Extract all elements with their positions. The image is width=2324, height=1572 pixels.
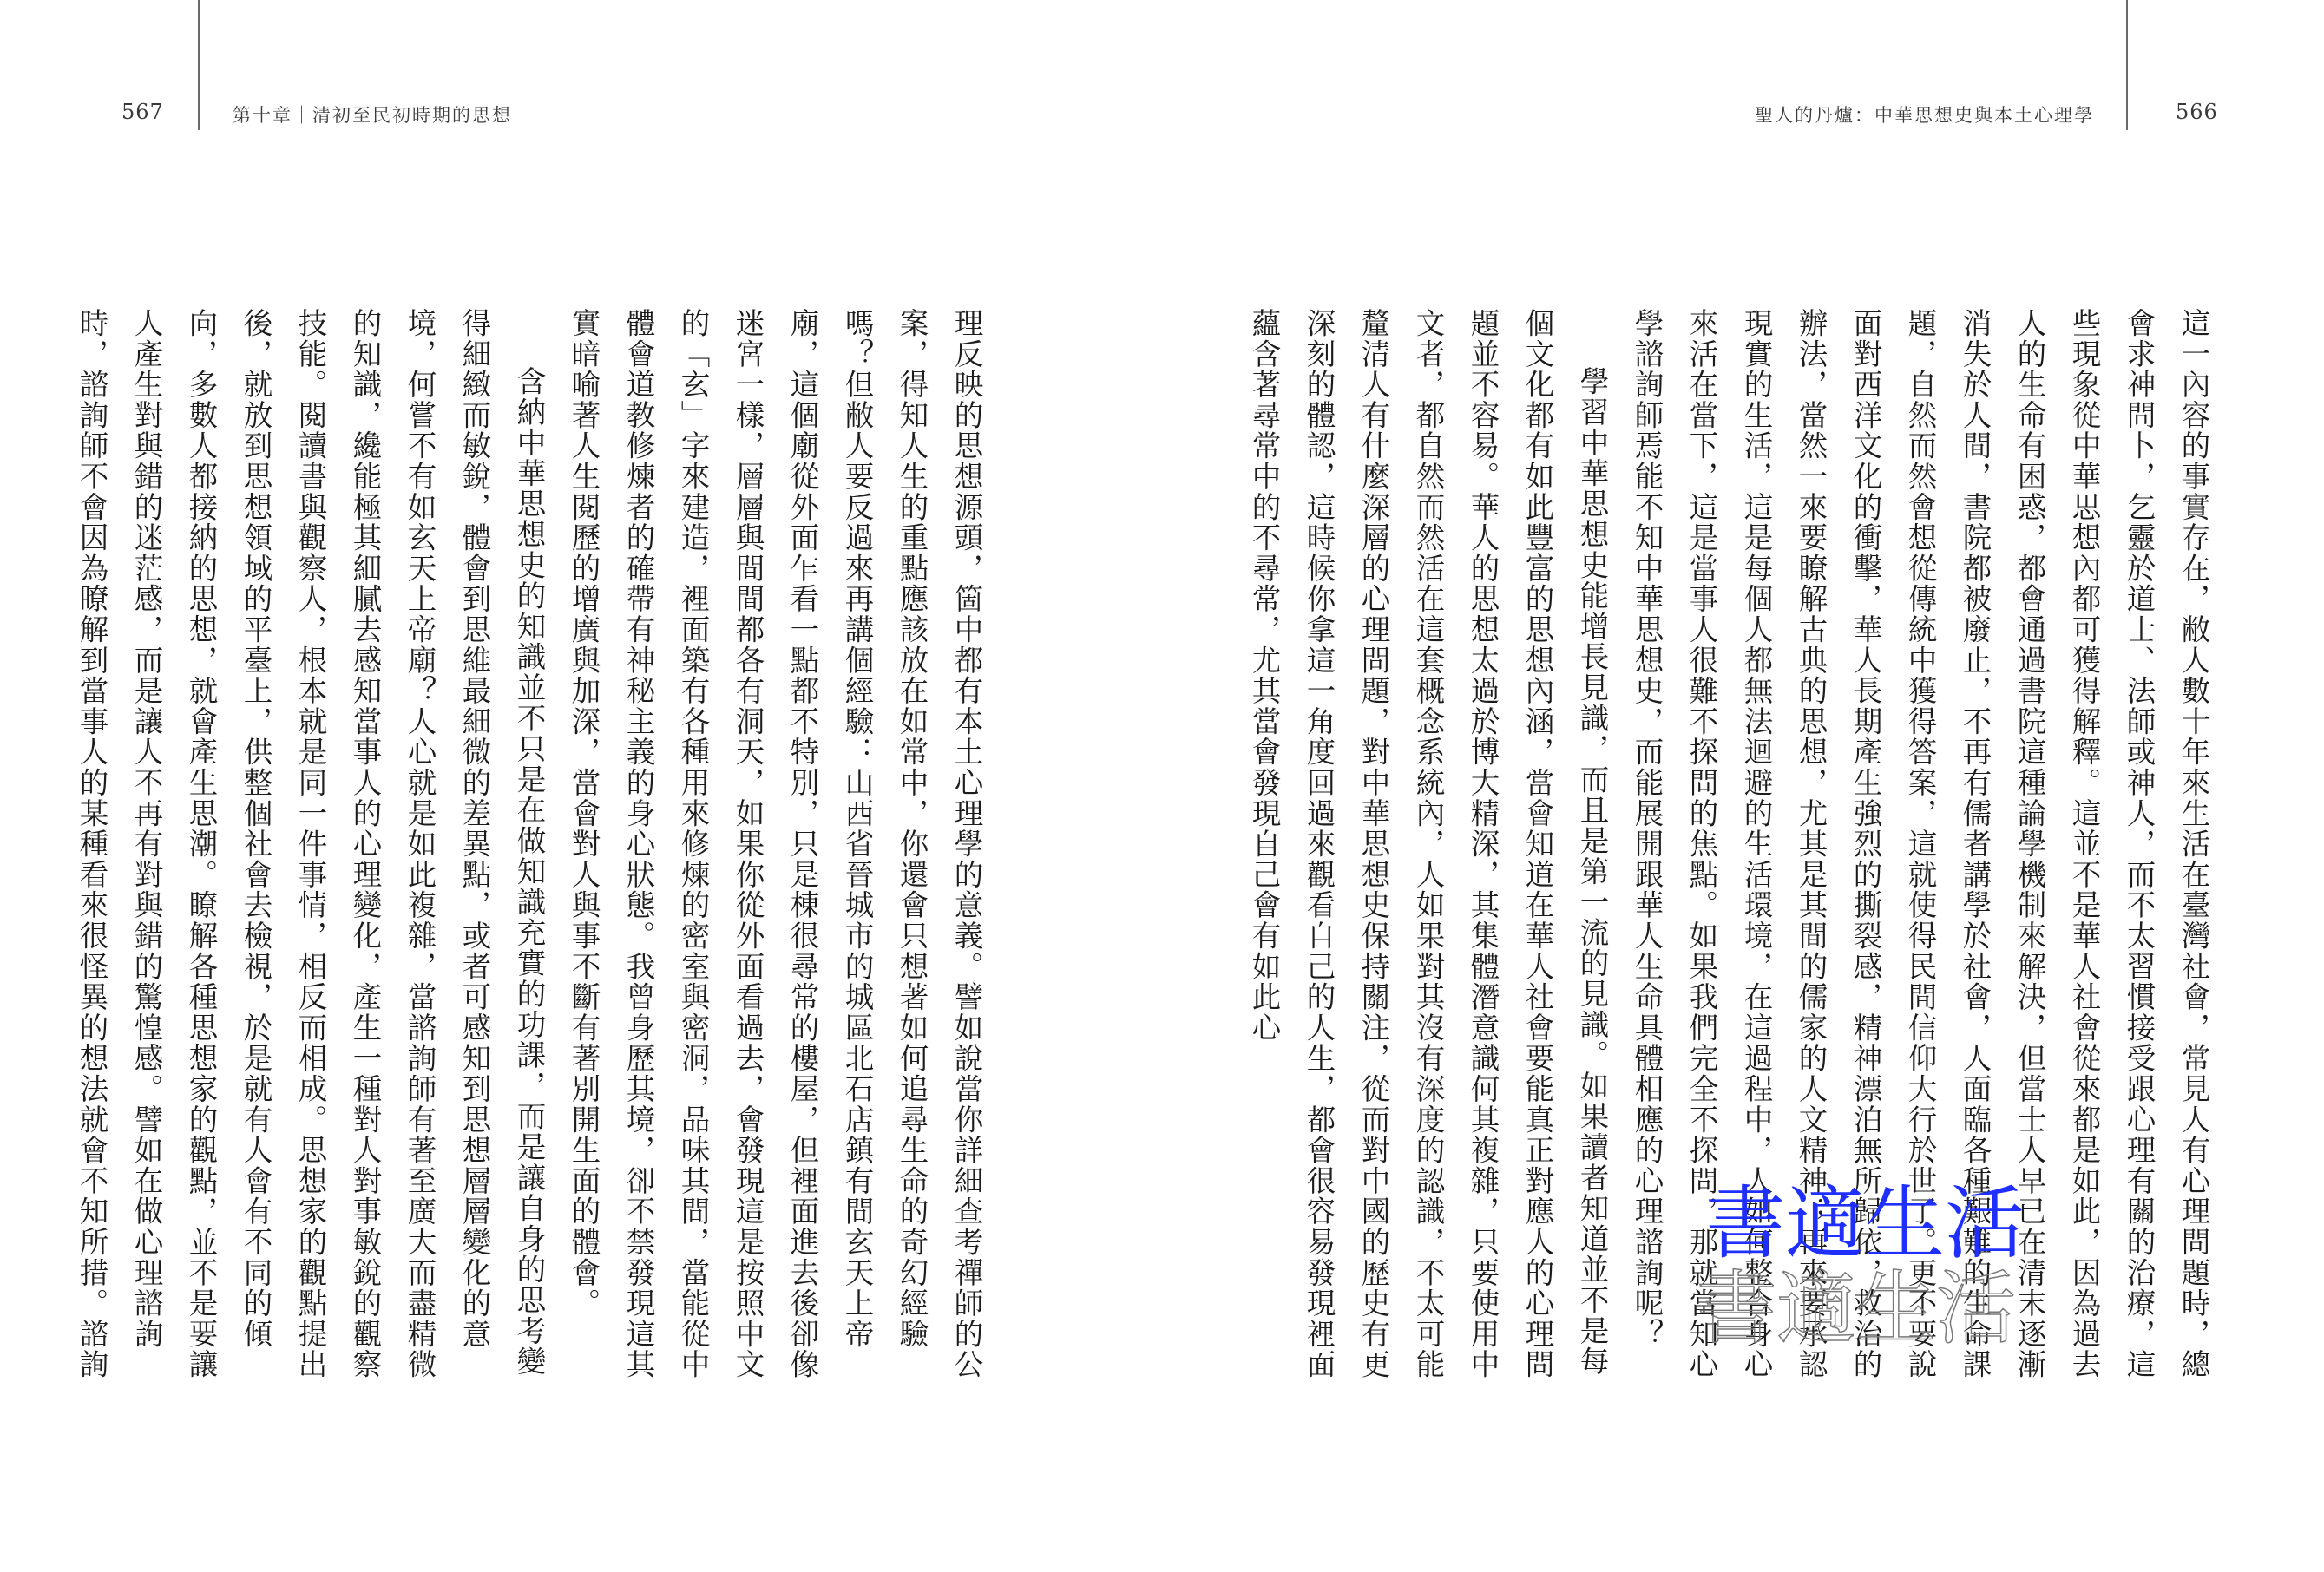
left-page-body [75, 308, 994, 1392]
right-page-number: 566 [2176, 100, 2218, 124]
left-running-header: 第十章｜清初至民初時期的思想 [233, 105, 512, 126]
watermark-text: 書適生活 [1705, 1177, 2025, 1270]
watermark-text-outline: 書適生活 [1697, 1262, 2017, 1355]
left-page-number: 567 [121, 100, 164, 124]
watermark-logo [1697, 1177, 2061, 1401]
gutter-divider-left [198, 0, 200, 130]
right-paragraph-1: 這一內容的事實存在，敝人數十年來生活在臺灣社會，常見人有心理問題時，總會求神問卜，乞靈於道士、法師或神人，而不太習慣接受跟心理有關的治療，這些現象從中華思想內都可獲得解釋。這並不是華人社會從來都是如此，因為過去人的生命有困惑，都會通過書院這種論學機制來解決，但當士人早已在清末逐漸消失於人間，書院都被廢止，不再有儒者講學於社會，人面臨各種艱難的生命課題，自然而然會想從傳統中獲得答案，這就使得民間信仰大行於世了。更不要說面對西洋文化的衝擊，華人長期產生強烈的撕裂感，精神漂泊無所歸依，救治的辦法，當然一來要瞭解古典的思想，尤其是其間的儒家的人文精神；再來要承認現實的生活，這是每個人都無法迴避的生活環境，在這過程中，人如何整合身心來活在當下，這是當事人很難不探問的焦點。如果我們完全不探問，那就當知心學諮詢師焉能不知中華思想史，而能展開跟華人生命具體相應的心理諮詢呢？ [1630, 308, 2210, 1380]
right-paragraph-2: 學習中華思想史能增長見識，而且是第一流的見識。如果讀者知道並不是每個文化都有如此豐富的思想內涵，當會知道在華人社會要能真正對應人的心理問題並不容易。華人的思想太過於博大精深，其集體潛意識何其複雜，只要使用中文者，都自然而然活在這套概念系統內，人如果對其沒有深度的認識，不太可能釐清人有什麼深層的心理問題，對中華思想史保持關注，從而對中國的歷史有更深刻的體認，這時候你拿這一角度回過來觀看自己的人生，都會很容易發現裡面蘊含著尋常中的不尋常，尤其當會發現自己會有如此心 [1247, 308, 1609, 1380]
right-running-header: 聖人的丹爐：中華思想史與本土心理學 [1755, 105, 2094, 126]
left-paragraph-1: 理反映的思想源頭，箇中都有本土心理學的意義。譬如說當你詳細查考禪師的公案，得知人生的重點應該放在如常中，你還會只想著如何追尋生命的奇幻經驗嗎？但敝人要反過來再講個經驗：山西省晉城市的城區北石店鎮有間玄天上帝廟，這個廟從外面乍看一點都不特別，只是棟很尋常的樓屋，但裡面進去後卻像迷宮一樣，層層與間間都各有洞天，如果你從外面看過去，會發現這是按照中文的「玄」字來建造，裡面築有各種用來修煉的密室與密洞，品味其間，當能從中體會道教修煉者的確帶有神秘主義的身心狀態。我曾身歷其境，卻不禁發現這其實暗喻著人生閱歷的增廣與加深，當會對人與事不斷有著別開生面的體會。 [567, 308, 983, 1380]
gutter-divider-right [2126, 0, 2128, 130]
left-paragraph-2: 含納中華思想史的知識並不只是在做知識充實的功課，而是讓自身的思考變得細緻而敏銳，體會到思維最細微的差異點，或者可感知到思想層層變化的意境，何嘗不有如玄天上帝廟？人心就是如此複雜，當諮詢師有著至廣大而盡精微的知識，纔能極其細膩去感知當事人的心理變化，產生一種對人對事敏銳的觀察技能。閱讀書與觀察人，根本就是同一件事情，相反而相成。思想家的觀點提出後，就放到思想領域的平臺上，供整個社會去檢視，於是就有人會有不同的傾向，多數人都接納的思想，就會產生思潮。瞭解各種思想家的觀點，並不是要讓人產生對與錯的迷茫感，而是讓人不再有對與錯的驚惶感。譬如在做心理諮詢時，諮詢師不會因為瞭解到當事人的某種看來很怪異的想法就會不知所措。諮詢 [75, 308, 546, 1380]
